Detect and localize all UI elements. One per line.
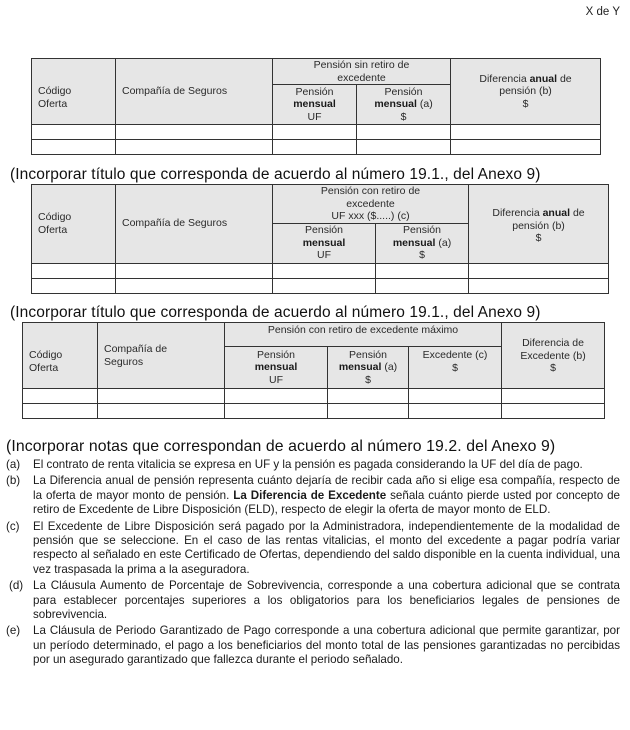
header-diferencia-anual: Diferencia anual de pensión (b) $ (469, 185, 609, 264)
table-row (23, 404, 605, 419)
cell (32, 140, 116, 155)
offers-table-max-withdrawal (22, 322, 605, 419)
cell (32, 278, 116, 293)
section-title-2: (Incorporar título que corresponda de acuerdo al número 19.1., del Anexo 9) (10, 166, 541, 183)
table-row (32, 278, 609, 293)
note-b (6, 474, 620, 517)
header-group-sin-retiro: Pensión sin retiro de excedente (273, 59, 451, 85)
cell (273, 278, 376, 293)
note-a (6, 458, 620, 472)
header-pension-mensual-pesos: Pensión mensual (a) $ (328, 347, 409, 389)
table-row (32, 125, 601, 140)
header-codigo-oferta: Código Oferta (32, 59, 116, 125)
note-text: La Cláusula de Periodo Garantizado de Pago corresponde a una cobertura adicional que permite garantizar, por un período determinado, el pago a los beneficiarios del monto total de las pensiones garantizadas no percibidas por un asegurado garantizado que fallezca durante el periodo señalado. (33, 624, 620, 667)
header-excedente: Excedente (c) $ (409, 347, 502, 389)
cell (273, 140, 357, 155)
note-text: El contrato de renta vitalicia se expresa en UF y la pensión es pagada considerando la UF del día de pago. (33, 458, 583, 471)
header-codigo-oferta: Código Oferta (23, 323, 98, 389)
header-diferencia-anual: Diferencia anual de pensión (b) $ (451, 59, 601, 125)
table-row (23, 389, 605, 404)
cell (502, 389, 605, 404)
cell (225, 404, 328, 419)
page-number: X de Y (585, 6, 620, 18)
header-group-con-retiro: Pensión con retiro de excedente UF xxx ($.....) (c) (273, 185, 469, 224)
note-label: (b) (6, 474, 21, 488)
cell (469, 263, 609, 278)
note-text: La Diferencia anual de pensión representa cuánto dejaría de recibir cada año si elige esa compañía, respecto de la oferta de mayor monto de pensión. La Diferencia de Excedente señala cuánto pierde usted por concepto de retiro de Excedente de Libre Disposición (ELD), respecto de elegir la oferta de mayor monto de ELD. (33, 474, 620, 517)
cell (116, 278, 273, 293)
cell (357, 125, 451, 140)
cell (32, 263, 116, 278)
note-label: (d) (9, 579, 24, 593)
header-compania: Compañía de Seguros (98, 323, 225, 389)
header-codigo-oferta: Código Oferta (32, 185, 116, 264)
offers-table-no-withdrawal (31, 58, 601, 155)
cell (23, 404, 98, 419)
offers-table-with-withdrawal (31, 184, 609, 294)
header-diferencia-excedente: Diferencia de Excedente (b) $ (502, 323, 605, 389)
cell (469, 278, 609, 293)
cell (116, 140, 273, 155)
header-pension-mensual-uf: Pensión mensual UF (273, 223, 376, 263)
header-group-max-retiro: Pensión con retiro de excedente máximo (225, 323, 502, 347)
cell (32, 125, 116, 140)
note-d (6, 579, 620, 622)
cell (451, 140, 601, 155)
header-compania: Compañía de Seguros (116, 59, 273, 125)
note-label: (c) (6, 519, 20, 533)
note-c (6, 520, 620, 578)
cell (328, 389, 409, 404)
cell (502, 404, 605, 419)
cell (98, 404, 225, 419)
note-label: (e) (6, 624, 21, 638)
table-row (32, 140, 601, 155)
cell (225, 389, 328, 404)
table-row (32, 263, 609, 278)
cell (409, 389, 502, 404)
cell (23, 389, 98, 404)
cell (357, 140, 451, 155)
cell (328, 404, 409, 419)
note-e (6, 624, 620, 667)
header-compania: Compañía de Seguros (116, 185, 273, 264)
cell (98, 389, 225, 404)
cell (409, 404, 502, 419)
cell (273, 125, 357, 140)
note-text: La Cláusula Aumento de Porcentaje de Sobrevivencia, corresponde a una cobertura adicional que se contrata para establecer porcentajes superiores a los obligatorios para los beneficiarios legales de pensiones de sobrevivencia. (33, 579, 620, 622)
note-label: (a) (6, 458, 21, 471)
section-title-3: (Incorporar título que corresponda de acuerdo al número 19.1., del Anexo 9) (10, 304, 541, 321)
cell (116, 125, 273, 140)
cell (116, 263, 273, 278)
note-text: El Excedente de Libre Disposición será pagado por la Administradora, independientemente de la modalidad de pensión que se seleccione. En el caso de las rentas vitalicias, el monto del excedente a pagar podría variar respecto al señalado en este Certificado de Ofertas, dependiendo del saldo disponible en la cuenta individual, una vez traspasada la prima a la aseguradora. (33, 519, 620, 576)
header-pension-mensual-pesos: Pensión mensual (a) $ (376, 223, 469, 263)
cell (376, 278, 469, 293)
cell (451, 125, 601, 140)
notes-list (6, 458, 620, 668)
cell (376, 263, 469, 278)
notes-heading: (Incorporar notas que correspondan de acuerdo al número 19.2. del Anexo 9) (6, 438, 556, 455)
header-pension-mensual-pesos: Pensión mensual (a) $ (357, 85, 451, 125)
note-bold-text: La Diferencia de Excedente (233, 488, 387, 502)
header-pension-mensual-uf: Pensión mensual UF (273, 85, 357, 125)
header-pension-mensual-uf: Pensión mensual UF (225, 347, 328, 389)
cell (273, 263, 376, 278)
